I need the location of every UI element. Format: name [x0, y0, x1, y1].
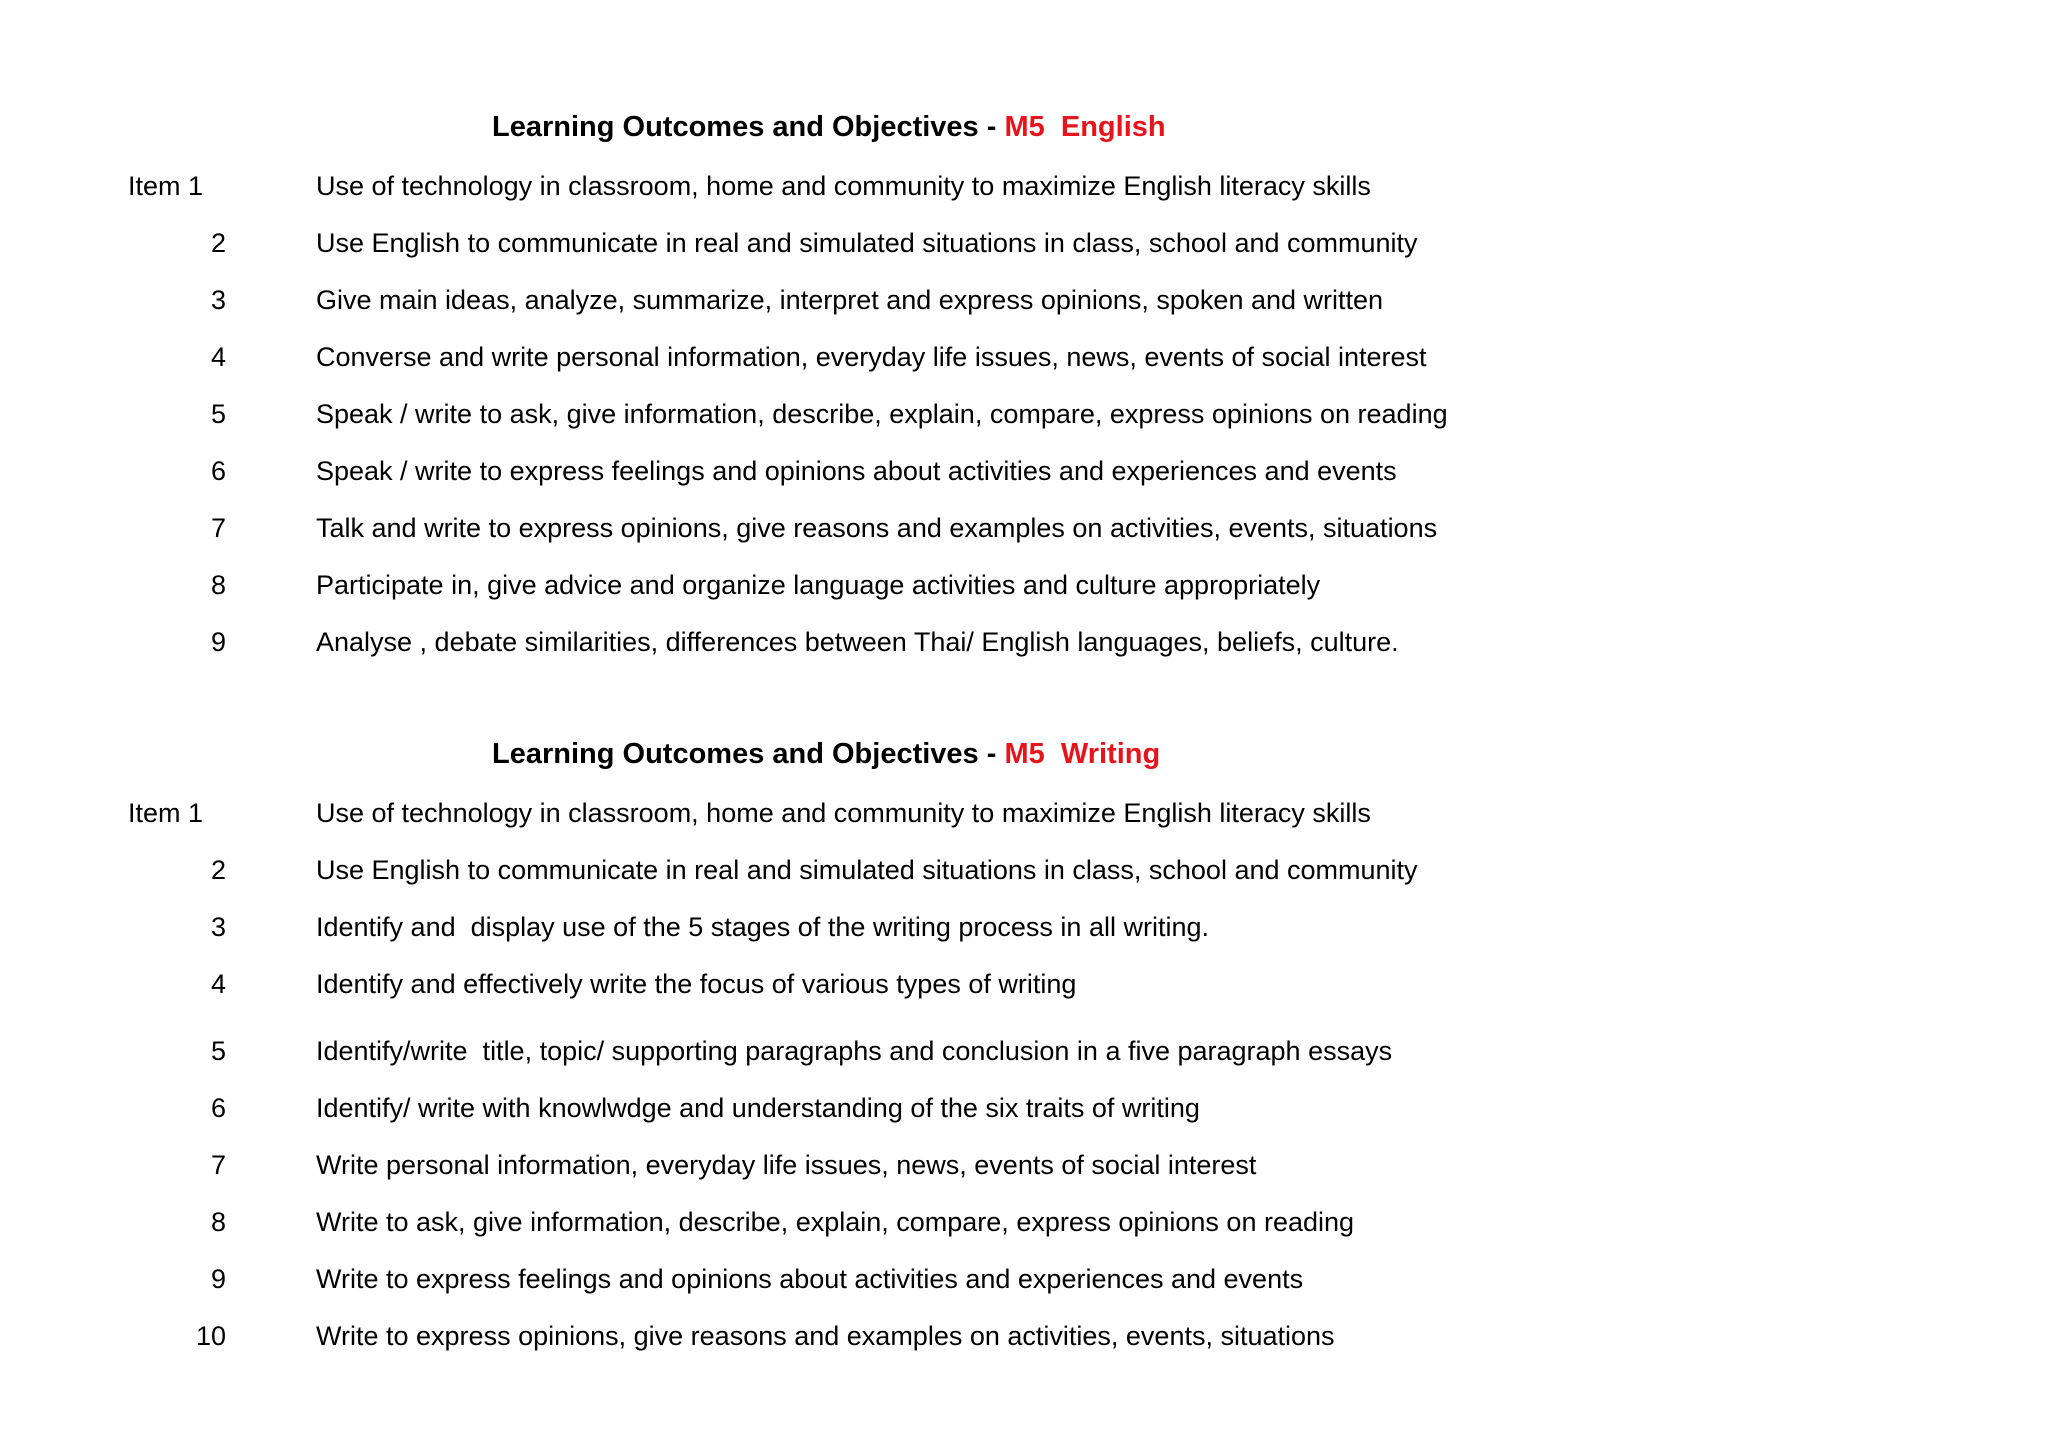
item-number: 6	[210, 456, 226, 486]
item-text: Participate in, give advice and organize language activities and culture appropriately	[316, 570, 1321, 600]
list-item	[0, 510, 2048, 546]
list-item	[0, 168, 2048, 204]
item-number: Item 1	[128, 798, 204, 828]
item-number: Item 1	[128, 171, 204, 201]
list-item	[0, 852, 2048, 888]
list-item	[0, 396, 2048, 432]
item-number: 8	[210, 1207, 226, 1237]
section-title-prefix: Learning Outcomes and Objectives -	[492, 738, 997, 770]
item-number: 4	[210, 342, 226, 372]
list-item	[0, 1261, 2048, 1297]
item-text: Write to express opinions, give reasons and examples on activities, events, situations	[316, 1321, 1335, 1351]
list-item	[0, 453, 2048, 489]
section-title-accent: M5 Writing	[1004, 738, 1161, 770]
item-number: 5	[210, 399, 226, 429]
item-number: 3	[210, 285, 226, 315]
item-number: 9	[210, 1264, 226, 1294]
list-item	[0, 339, 2048, 375]
list-item	[0, 909, 2048, 945]
item-number: 6	[210, 1093, 226, 1123]
item-text: Write to ask, give information, describe, explain, compare, express opinions on reading	[316, 1207, 1355, 1237]
item-text: Identify/write title, topic/ supporting paragraphs and conclusion in a five paragraph essays	[316, 1036, 1393, 1066]
item-text: Use of technology in classroom, home and community to maximize English literacy skills	[316, 798, 1371, 828]
list-item	[0, 624, 2048, 660]
list-item	[0, 1318, 2048, 1354]
section-title-accent: M5 English	[1004, 111, 1166, 143]
item-text: Identify and display use of the 5 stages of the writing process in all writing.	[316, 912, 1209, 942]
item-text: Use of technology in classroom, home and community to maximize English literacy skills	[316, 171, 1371, 201]
list-item	[0, 966, 2048, 1002]
section-title	[492, 109, 1166, 145]
section-title	[492, 736, 1160, 772]
item-text: Give main ideas, analyze, summarize, interpret and express opinions, spoken and written	[316, 285, 1384, 315]
section-title-prefix: Learning Outcomes and Objectives -	[492, 111, 997, 143]
list-item	[0, 1204, 2048, 1240]
item-number: 5	[210, 1036, 226, 1066]
list-item	[0, 225, 2048, 261]
list-item	[0, 1147, 2048, 1183]
item-text: Speak / write to express feelings and opinions about activities and experiences and events	[316, 456, 1397, 486]
item-text: Write personal information, everyday life issues, news, events of social interest	[316, 1150, 1257, 1180]
item-text: Talk and write to express opinions, give reasons and examples on activities, events, situations	[316, 513, 1438, 543]
item-text: Write to express feelings and opinions about activities and experiences and events	[316, 1264, 1304, 1294]
item-text: Identify/ write with knowlwdge and understanding of the six traits of writing	[316, 1093, 1200, 1123]
item-number: 8	[210, 570, 226, 600]
item-text: Converse and write personal information, everyday life issues, news, events of social interest	[316, 342, 1427, 372]
item-text: Identify and effectively write the focus of various types of writing	[316, 969, 1077, 999]
item-text: Speak / write to ask, give information, describe, explain, compare, express opinions on reading	[316, 399, 1448, 429]
list-item	[0, 567, 2048, 603]
item-number: 2	[210, 228, 226, 258]
item-number: 7	[210, 513, 226, 543]
list-item	[0, 1033, 2048, 1069]
item-number: 7	[210, 1150, 226, 1180]
item-number: 2	[210, 855, 226, 885]
item-text: Use English to communicate in real and simulated situations in class, school and community	[316, 855, 1418, 885]
list-item	[0, 282, 2048, 318]
list-item	[0, 1090, 2048, 1126]
item-number: 10	[195, 1321, 226, 1351]
item-text: Use English to communicate in real and simulated situations in class, school and community	[316, 228, 1418, 258]
list-item	[0, 795, 2048, 831]
item-text: Analyse , debate similarities, differences between Thai/ English languages, beliefs, culture.	[316, 627, 1399, 657]
item-number: 4	[210, 969, 226, 999]
item-number: 9	[210, 627, 226, 657]
item-number: 3	[210, 912, 226, 942]
